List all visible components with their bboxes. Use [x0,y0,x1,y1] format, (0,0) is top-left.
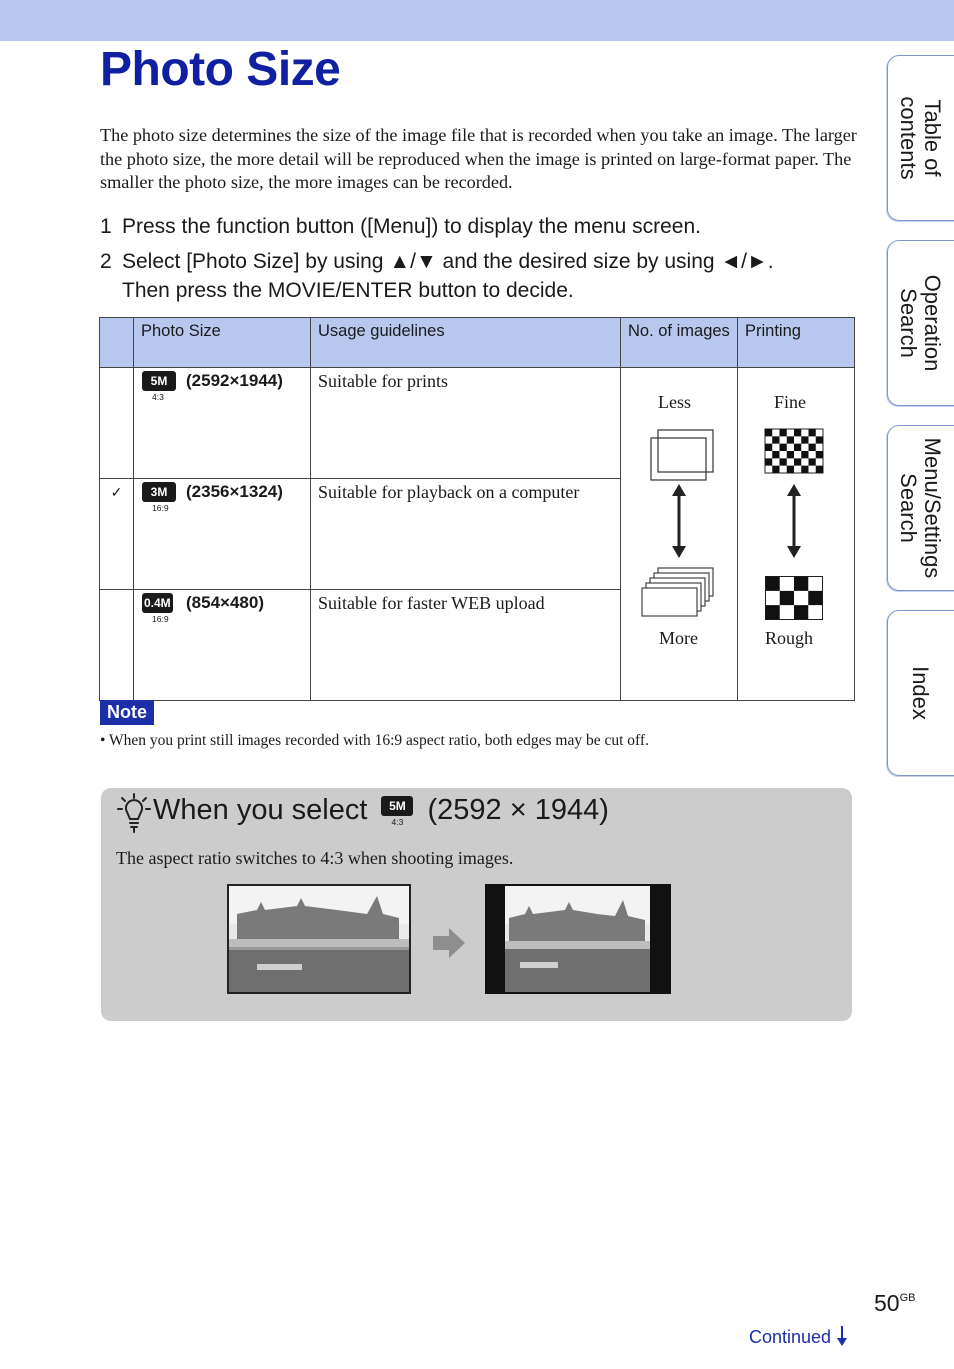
resolution: (2592×1944) [186,371,283,390]
step-text: Press the function button ([Menu]) to display the menu screen. [122,215,701,238]
aspect-ratio: 16:9 [152,503,169,513]
images-more-label: More [659,628,698,648]
tab-label: Operation Search [896,274,945,372]
header-usage: Usage guidelines [311,318,621,368]
tab-table-of-contents[interactable] [887,55,954,221]
tab-label: Index [908,666,933,720]
header-images: No. of images [621,318,738,368]
printing-scale-cell [738,368,855,701]
aspect-ratio: 16:9 [152,614,169,624]
size-badge-icon: 0.4M [142,593,173,613]
printing-rough-label: Rough [765,628,814,648]
images-scale-cell [621,368,738,701]
header-photo-size: Photo Size [134,318,311,368]
usage-cell: Suitable for faster WEB upload [311,590,621,701]
tab-label: Table of contents [896,96,945,180]
hint-text: The aspect ratio switches to 4:3 when shooting images. [116,848,514,868]
header-printing: Printing [738,318,855,368]
size-cell [134,368,311,479]
size-badge-icon: 3M [142,482,176,502]
page-number-suffix: GB [899,1292,916,1304]
table-row [100,368,855,479]
step-number: 2 [100,250,112,273]
hint-size-badge [381,796,413,827]
page-number [874,1290,916,1317]
page-number-value: 50 [874,1290,900,1316]
photo-after-image [485,884,671,994]
hint-title-prefix: When you select [153,794,368,826]
tab-menu-settings-search[interactable] [887,425,954,591]
intro-paragraph: The photo size determines the size of the image file that is recorded when you take an image. The larger the photo size, the more detail will be reproduced when the image is printed on large-format paper. The smaller the photo size, the more images can be recorded. [100,125,857,192]
check-icon: ✓ [100,479,134,590]
usage-cell: Suitable for playback on a computer [311,479,621,590]
aspect-ratio: 4:3 [391,816,404,827]
hint-title-suffix: (2592 × 1944) [427,794,609,826]
checker-fine-icon [765,429,823,473]
resolution: (854×480) [186,593,264,612]
down-arrow-icon [836,1325,848,1347]
step-number: 1 [100,215,112,238]
step-text: Select [Photo Size] by using ▲/▼ and the desired size by using ◄/►. [122,250,774,273]
hint-box [101,788,852,1021]
lightbulb-icon [117,792,151,834]
continued-label: Continued [749,1327,832,1347]
arrow-right-icon [431,928,467,958]
header-blank [100,318,134,368]
table-header-row [100,318,855,368]
photo-size-table [99,317,855,701]
note-label: Note [100,700,154,725]
hint-title [153,794,609,827]
checker-rough-icon [765,576,825,622]
page-title: Photo Size [100,43,341,96]
tab-index[interactable] [887,610,954,776]
photo-before-image [227,884,411,994]
resolution: (2356×1324) [186,482,283,501]
size-badge-icon: 5M [142,371,176,391]
top-banner [0,0,954,41]
tab-operation-search[interactable] [887,240,954,406]
size-cell [134,479,311,590]
continued-link[interactable] [749,1325,848,1348]
usage-cell: Suitable for prints [311,368,621,479]
size-cell [134,590,311,701]
default-mark [100,368,134,479]
images-less-label: Less [658,392,691,412]
aspect-ratio: 4:3 [152,392,164,402]
size-badge-icon: 5M [381,796,413,816]
note-text: • When you print still images recorded with 16:9 aspect ratio, both edges may be cut off. [100,732,649,749]
default-mark [100,590,134,701]
step-text-continued: Then press the MOVIE/ENTER button to decide. [122,279,574,302]
printing-fine-label: Fine [774,392,807,412]
tab-label: Menu/Settings Search [896,437,945,579]
